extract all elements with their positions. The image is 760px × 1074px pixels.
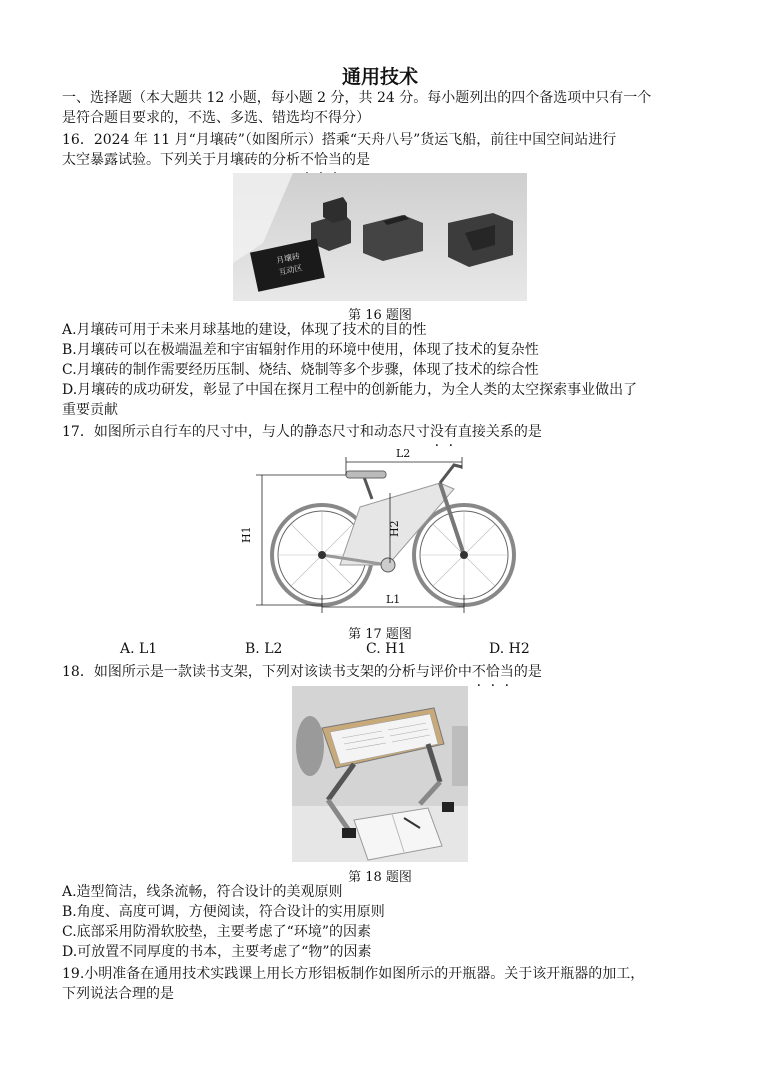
q17-stem (62, 422, 542, 442)
page-title: 通用技术 (341, 66, 418, 88)
q16-stem-text: 太空暴露试验。下列关于月壤砖的分析 (62, 152, 300, 168)
q17-emphasis-char: 有 (443, 424, 458, 440)
q18-figure-caption: 第 18 题图 (348, 870, 412, 885)
q16-stem-line-2 (62, 150, 370, 170)
q16-option-d: D.月壤砖的成功研发，彰显了中国在探月工程中的创新能力，为全人类的太空探索事业做出了 (62, 382, 638, 398)
q18-stem-text: 18．如图所示是一款读书支架，下列对该读书支架的分析与评价中 (62, 664, 472, 680)
q16-option-d-cont: 重要贡献 (62, 402, 118, 418)
q16-stem-text-end: 的是 (342, 152, 370, 168)
q18-stem (62, 662, 542, 682)
q16-option-b: B.月壤砖可以在极端温差和宇宙辐射作用的环境中使用，体现了技术的复杂性 (62, 342, 539, 358)
q16-option-c: C.月壤砖的制作需要经历压制、烧结、烧制等多个步骤，体现了技术的综合性 (62, 362, 539, 378)
q16-emphasis-char: 不 (300, 152, 314, 168)
q17-label-l1: L1 (386, 593, 401, 606)
q18-book-stand-photo (292, 686, 468, 862)
q17-option-d: D. H2 (489, 641, 530, 657)
q18-emphasis-char: 当 (499, 664, 514, 680)
q16-emphasis-char: 恰 (314, 152, 328, 168)
q18-emphasis-char: 不 (471, 664, 486, 680)
q17-stem-text-end: 直接关系的是 (457, 424, 542, 440)
q17-bicycle-diagram (240, 445, 516, 613)
q18-option-a: A.造型简洁，线条流畅，符合设计的美观原则 (62, 884, 343, 900)
q18-option-b: B.角度、高度可调，方便阅读，符合设计的实用原则 (62, 904, 385, 920)
q17-option-c: C. H1 (366, 641, 407, 657)
q17-label-h2: H2 (388, 520, 401, 537)
q17-label-l2: L2 (396, 447, 411, 460)
section-instruction-line-2: 是符合题目要求的，不选、多选、错选均不得分） (62, 110, 370, 126)
q16-moon-brick-photo (233, 173, 527, 301)
q18-stem-text-end: 的是 (513, 664, 542, 680)
q19-stem-line-2: 下列说法合理的是 (62, 986, 174, 1002)
q17-label-h1: H1 (240, 526, 253, 543)
q18-option-d: D.可放置不同厚度的书本，主要考虑了“物”的因素 (62, 944, 372, 960)
section-instruction-line-1: 一、选择题（本大题共 12 小题，每小题 2 分，共 24 分。每小题列出的四个备选项中只有一个 (62, 90, 652, 106)
q19-stem-line-1: 19.小明准备在通用技术实践课上用长方形铝板制作如图所示的开瓶器。关于该开瓶器的加工， (62, 966, 645, 982)
q18-emphasis-char: 恰 (485, 664, 500, 680)
q16-stem-line-1: 16．2024 年 11 月“月壤砖”（如图所示）搭乘“天舟八号”货运飞船，前往中国空间站进行 (62, 132, 617, 148)
q18-option-c: C.底部采用防滑软胶垫，主要考虑了“环境”的因素 (62, 924, 371, 940)
q16-figure-caption: 第 16 题图 (348, 308, 412, 323)
q16-option-a: A.月壤砖可用于未来月球基地的建设，体现了技术的目的性 (62, 322, 427, 338)
q17-stem-text: 17．如图所示自行车的尺寸中，与人的静态尺寸和动态尺寸 (62, 424, 430, 440)
q17-figure-caption: 第 17 题图 (348, 627, 412, 642)
q16-card-text-2: 互动区 (277, 263, 304, 278)
q16-emphasis-char: 当 (328, 152, 342, 168)
q16-card-text-1: 月壤砖 (275, 251, 301, 266)
q17-option-a: A. L1 (120, 641, 158, 657)
q17-emphasis-char: 没 (429, 424, 444, 440)
q17-option-b: B. L2 (245, 641, 283, 657)
